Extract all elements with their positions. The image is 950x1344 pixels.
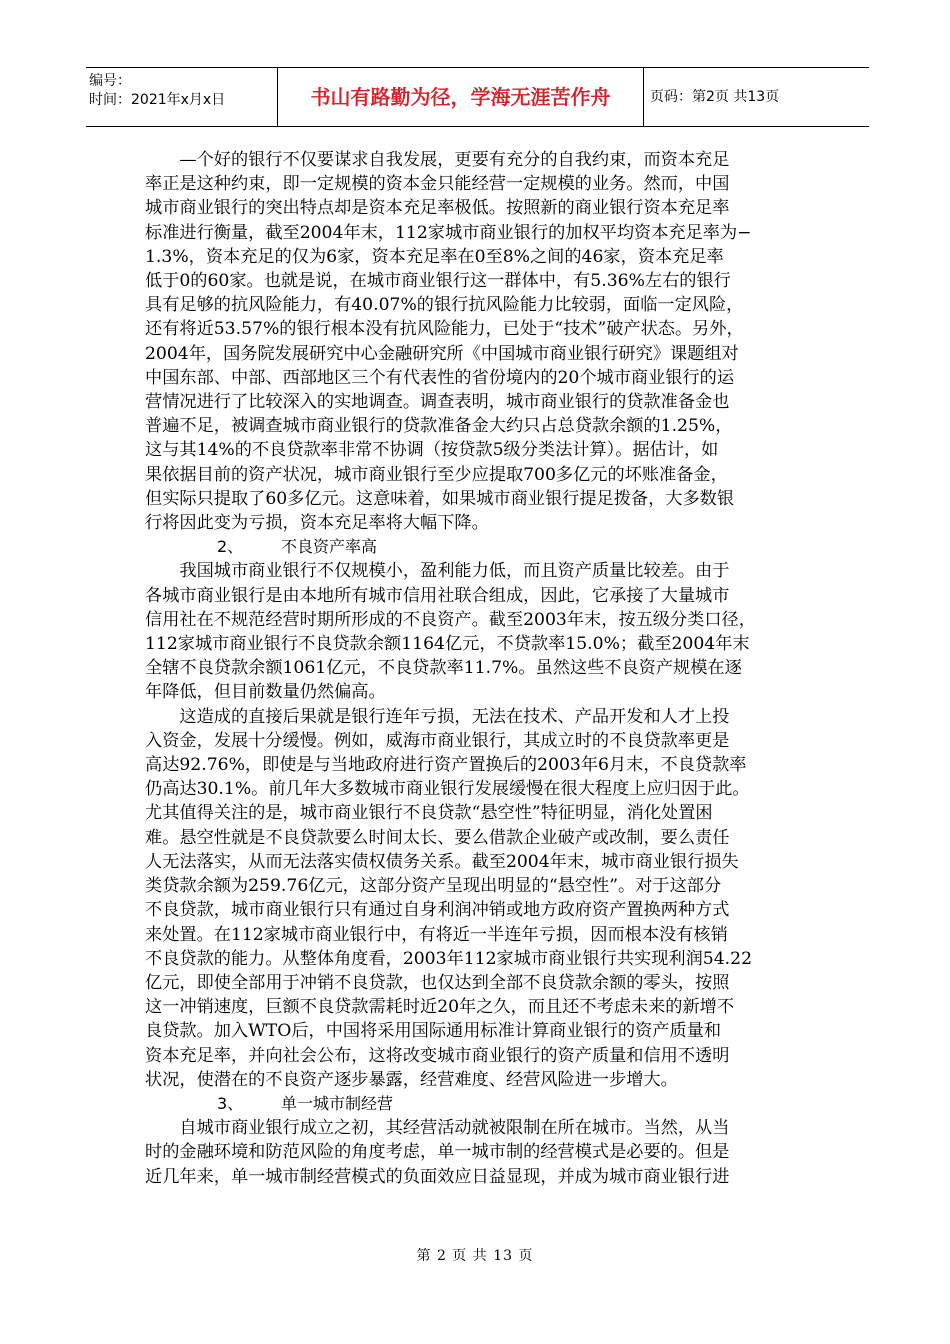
- document-time-label: 时间：2021年x月x日: [89, 92, 226, 108]
- text-line: 各城市商业银行是由本地所有城市信用社联合组成，因此，它承接了大量城市: [145, 585, 730, 606]
- text-line: 年降低，但目前数量仍然偏高。: [145, 682, 386, 703]
- text-line: 但实际只提取了60多亿元。这意味着，如果城市商业银行提足拨备，大多数银: [145, 488, 735, 509]
- text-line: 高达92.76%，即使是与当地政府进行资产置换后的2003年6月末，不良贷款率: [145, 755, 747, 776]
- text-line: —个好的银行不仅要谋求自我发展，更要有充分的自我约束，而资本充足: [179, 150, 730, 170]
- text-line: 中国东部、中部、西部地区三个有代表性的省份境内的20个城市商业银行的运: [145, 367, 735, 388]
- header-motto: 书山有路勤为径，学海无涯苦作舟: [278, 68, 644, 126]
- document-body: [145, 148, 808, 1189]
- page-footer: 第 2 页 共 13 页: [416, 1248, 534, 1264]
- text-line: 人无法落实，从而无法落实债权债务关系。截至2004年末，城市商业银行损失: [145, 851, 739, 872]
- text-line: 状况，使潜在的不良资产逐步暴露，经营难度、经营风险进一步增大。: [145, 1069, 678, 1090]
- text-line: 这一冲销速度，巨额不良贷款需耗时近20年之久，而且还不考虑未来的新增不: [145, 997, 735, 1018]
- text-line: 2004年，国务院发展研究中心金融研究所《中国城市商业银行研究》课题组对: [145, 343, 739, 364]
- document-number-label: 编号：: [89, 73, 131, 89]
- text-line: 营情况进行了比较深入的实地调查。调查表明，城市商业银行的贷款准备金也: [145, 392, 730, 413]
- text-line: 全辖不良贷款余额1061亿元，不良贷款率11.7%。虽然这些不良资产规模在逐: [145, 658, 742, 679]
- text-line: 近几年来，单一城市制经营模式的负面效应日益显现，并成为城市商业银行进: [145, 1166, 730, 1187]
- text-line: 行将因此变为亏损，资本充足率将大幅下降。: [145, 513, 489, 534]
- text-line: 自城市商业银行成立之初，其经营活动就被限制在所在城市。当然，从当: [179, 1118, 730, 1139]
- text-line: 112家城市商业银行不良贷款余额1164亿元，不贷款率15.0%；截至2004年末: [145, 634, 750, 655]
- text-line: 难。悬空性就是不良贷款要么时间太长、要么借款企业破产或改制，要么责任: [145, 827, 730, 848]
- text-line: 时的金融环境和防范风险的角度考虑，单一城市制的经营模式是必要的。但是: [145, 1142, 730, 1163]
- text-line: 尤其值得关注的是，城市商业银行不良贷款“悬空性”特征明显，消化处置困: [145, 803, 713, 824]
- paragraph-bad-assets: [145, 559, 808, 1091]
- paragraph-single-city: [145, 1116, 808, 1189]
- section-title: 不良资产率高: [281, 537, 378, 557]
- text-line: 信用社在不规范经营时期所形成的不良资产。截至2003年末，按五级分类口径，: [145, 609, 756, 630]
- page-header: [86, 67, 869, 127]
- text-line: 低于0的60家。也就是说，在城市商业银行这一群体中，有5.36%左右的银行: [145, 271, 731, 292]
- text-line: 还有将近53.57%的银行根本没有抗风险能力，已处于“技术”破产状态。另外，: [145, 319, 744, 340]
- section-heading-2: [145, 535, 808, 559]
- text-line: 果依据目前的资产状况，城市商业银行至少应提取700多亿元的坏账准备金，: [145, 464, 728, 485]
- section-number: 3、: [217, 1093, 244, 1113]
- text-line: 这造成的直接后果就是银行连年亏损，无法在技术、产品开发和人才上投: [179, 706, 730, 727]
- text-line: 我国城市商业银行不仅规模小，盈利能力低，而且资产质量比较差。由于: [179, 561, 730, 582]
- section-heading-3: [145, 1092, 808, 1116]
- text-line: 仍高达30.1%。前几年大多数城市商业银行发展缓慢在很大程度上应归因于此。: [145, 779, 750, 800]
- text-line: 率正是这种约束，即一定规模的资本金只能经营一定规模的业务。然而，中国: [145, 174, 730, 195]
- header-meta: [86, 68, 278, 126]
- text-line: 城市商业银行的突出特点却是资本充足率极低。按照新的商业银行资本充足率: [145, 198, 730, 219]
- text-line: 具有足够的抗风险能力，有40.07%的银行抗风险能力比较弱，面临一定风险，: [145, 295, 744, 316]
- text-line: 普遍不足，被调查城市商业银行的贷款准备金大约只占总贷款余额的1.25%，: [145, 416, 733, 437]
- text-line: 1.3%，资本充足的仅为6家，资本充足率在0至8%之间的46家，资本充足率: [145, 246, 724, 267]
- text-line: 不良贷款，城市商业银行只有通过自身利润冲销或地方政府资产置换两种方式: [145, 900, 730, 921]
- text-line: 标准进行衡量，截至2004年末，112家城市商业银行的加权平均资本充足率为−: [145, 222, 752, 243]
- text-line: 不良贷款的能力。从整体角度看，2003年112家城市商业银行共实现利润54.22: [145, 948, 753, 969]
- text-line: 来处置。在112家城市商业银行中，有将近一半连年亏损，因而根本没有核销: [145, 924, 728, 945]
- text-line: 亿元，即使全部用于冲销不良贷款，也仅达到全部不良贷款余额的零头，按照: [145, 972, 730, 993]
- text-line: 入资金，发展十分缓慢。例如，威海市商业银行，其成立时的不良贷款率更是: [145, 730, 730, 751]
- header-page-info: 页码：第2页 共13页: [650, 89, 780, 105]
- paragraph-capital-adequacy: [145, 148, 808, 535]
- text-line: 良贷款。加入WTO后，中国将采用国际通用标准计算商业银行的资产质量和: [145, 1021, 722, 1042]
- text-line: 这与其14%的不良贷款率非常不协调（按贷款5级分类法计算）。据估计，如: [145, 440, 719, 461]
- text-line: 资本充足率，并向社会公布，这将改变城市商业银行的资产质量和信用不透明: [145, 1045, 730, 1066]
- section-title: 单一城市制经营: [281, 1093, 394, 1113]
- section-number: 2、: [217, 537, 244, 557]
- text-line: 类贷款余额为259.76亿元，这部分资产呈现出明显的“悬空性”。对于这部分: [145, 876, 722, 897]
